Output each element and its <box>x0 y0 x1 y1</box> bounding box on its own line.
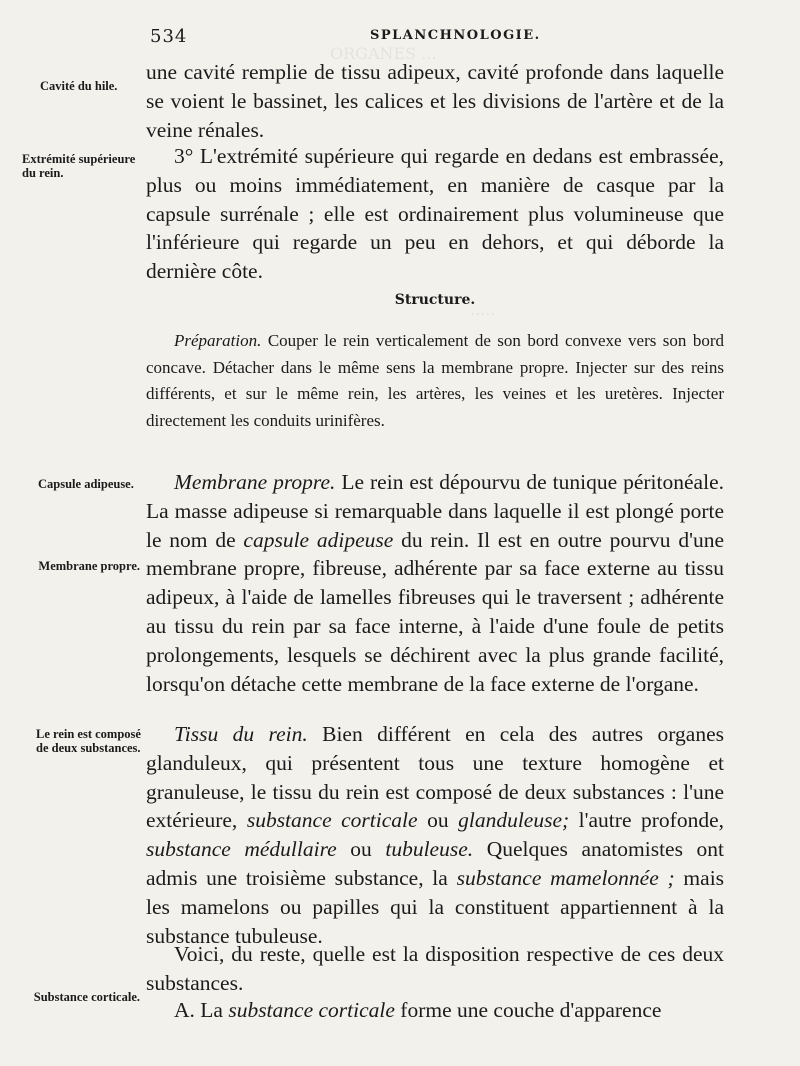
margin-note-compose: Le rein est composé de deux substances. <box>36 727 141 755</box>
tissu-em-4: tubuleuse. <box>385 837 474 862</box>
preparation-label: Préparation. <box>174 331 262 350</box>
corticale-a: A. La <box>174 998 223 1022</box>
paragraph-voici: Voici, du reste, quelle est la disposition respective de ces deux substances. <box>146 942 724 995</box>
corticale-em: substance corticale <box>228 998 395 1022</box>
membrane-text-1: Le rein est dépourvu de tunique péritonéale. La masse adipeuse si remarquable dans laquelle il est plongé porte le nom de <box>146 470 724 552</box>
membrane-text-2: du rein. Il est en outre pourvu d'une membrane propre, fibreuse, adhérente par sa face externe au tissu adipeux, à l'aide de lamelles fibreuses qui le traversent ; adhérente au tissu du rein par sa face interne, à l'aide d'une foule de petits prolongements, lesquels se déchirent avec la plus grande facilité, lorsqu'on détache cette membrane de la face externe de l'organe. <box>146 527 724 696</box>
tissu-em-2: glanduleuse; <box>458 808 570 833</box>
book-page: ORGANES ... ..... 534 SPLANCHNOLOGIE. Cavité du hile. Extrémité supérieure du rein. Capsule adipeuse. Membrane propre. Le rein est composé de deux substances. Substance corticale. une cavité remplie de tissu adipeux, cavité profonde dans laquelle se voient le bassinet, les calices et les divisions de l'artère et de la veine rénales. 3° L'extrémité supérieure qui regarde en dedans est embrassée, plus ou moins immédiatement, en manière de casque par la capsule surrénale ; elle est ordinairement plus volumineuse que l'inférieure qui regarde un peu en dehors, et qui déborde la dernière côte. Structure. Préparation. Couper le rein verticalement de son bord convexe vers son bord concave. Détacher dans le même sens la membrane propre. Injecter sur des reins différents, et sur le même rein, les artères, les veines et les uretères. Injecter directement les conduits urinifères. Membrane propre. Le rein est dépourvu de tunique péritonéale. La masse adipeuse si remarquable dans laquelle il est plongé porte le nom de capsule adipeuse du rein. Il est en outre pourvu d'une membrane propre, fibreuse, adhérente par sa face externe au tissu adipeux, à l'aide de lamelles fibreuses qui le traversent ; adhérente au tissu du rein par sa face interne, à l'aide d'une foule de petits prolongements, lesquels se déchirent avec la plus grande facilité, lorsqu'on détache cette membrane de la face externe de l'organe. Tissu du rein. Bien différent en cela des autres organes glanduleux, qui présentent tous une texture homogène et granuleuse, le tissu du rein est composé de deux substances : l'une extérieure, substance corticale ou glanduleuse; l'autre profonde, substance médullaire ou tubuleuse. Quelques anatomistes ont admis une troisième substance, la substance mamelonnée ; mais les mamelons ou papilles qui la constituent appartiennent à la substance tubuleuse. Voici, du reste, quelle est la disposition respective de ces deux substances. A. La substance corticale forme une couche d'apparence <box>0 0 800 1066</box>
margin-note-corticale: Substance corticale. <box>33 990 140 1004</box>
paragraph-tissu <box>146 720 724 950</box>
tissu-text-1: Bien différent en cela des autres organes glanduleux, qui présentent tous une texture homogène et granuleuse, le tissu du rein est composé de deux substances : l'une extérieure, <box>146 722 725 833</box>
corticale-text: forme une couche d'apparence <box>400 998 662 1022</box>
margin-note-capsule: Capsule adipeuse. <box>38 477 134 491</box>
tissu-text-4: mais les mamelons ou papilles qui la constituent appartiennent à la substance tubuleuse. <box>146 865 725 948</box>
paragraph-hile: une cavité remplie de tissu adipeux, cavité profonde dans laquelle se voient le bassinet, les calices et les divisions de l'artère et de la veine rénales. <box>146 60 724 142</box>
membrane-em: capsule adipeuse <box>243 527 394 552</box>
paragraph-membrane <box>146 468 724 698</box>
tissu-label: Tissu du rein. <box>174 722 308 746</box>
membrane-label: Membrane propre. <box>174 470 336 494</box>
page-number: 534 <box>150 26 188 47</box>
tissu-em-5: substance mamelonnée ; <box>456 865 675 890</box>
running-title: SPLANCHNOLOGIE. <box>370 28 541 43</box>
section-heading-structure: Structure. <box>394 292 476 308</box>
tissu-em-1: substance corticale <box>246 808 418 833</box>
margin-note-extremite: Extrémité supérieure du rein. <box>22 152 136 180</box>
preparation-text: Couper le rein verticalement de son bord convexe vers son bord concave. Détacher dans le même sens la membrane propre. Injecter sur des reins différents, et sur le même rein, les artères, les veines et les uretères. Injecter directement les conduits urinifères. <box>146 331 725 430</box>
tissu-or-2: ou <box>350 837 372 862</box>
page-header <box>150 22 720 46</box>
tissu-or-1: ou <box>427 808 449 833</box>
tissu-em-3: substance médullaire <box>146 837 337 862</box>
tissu-text-2: l'autre profonde, <box>578 808 724 833</box>
margin-note-membrane: Membrane propre. <box>38 559 140 573</box>
paragraph-preparation <box>146 328 724 434</box>
paragraph-corticale <box>146 996 724 1025</box>
margin-note-hile: Cavité du hile. <box>40 79 118 93</box>
paragraph-extremite: 3° L'extrémité supérieure qui regarde en dedans est embrassée, plus ou moins immédiatement, en manière de casque par la capsule surrénale ; elle est ordinairement plus volumineuse que l'inférieure qui regarde un peu en dehors, et qui déborde la dernière côte. <box>146 144 724 284</box>
tissu-text-3: Quelques anatomistes ont admis une troisième substance, la <box>146 837 724 890</box>
